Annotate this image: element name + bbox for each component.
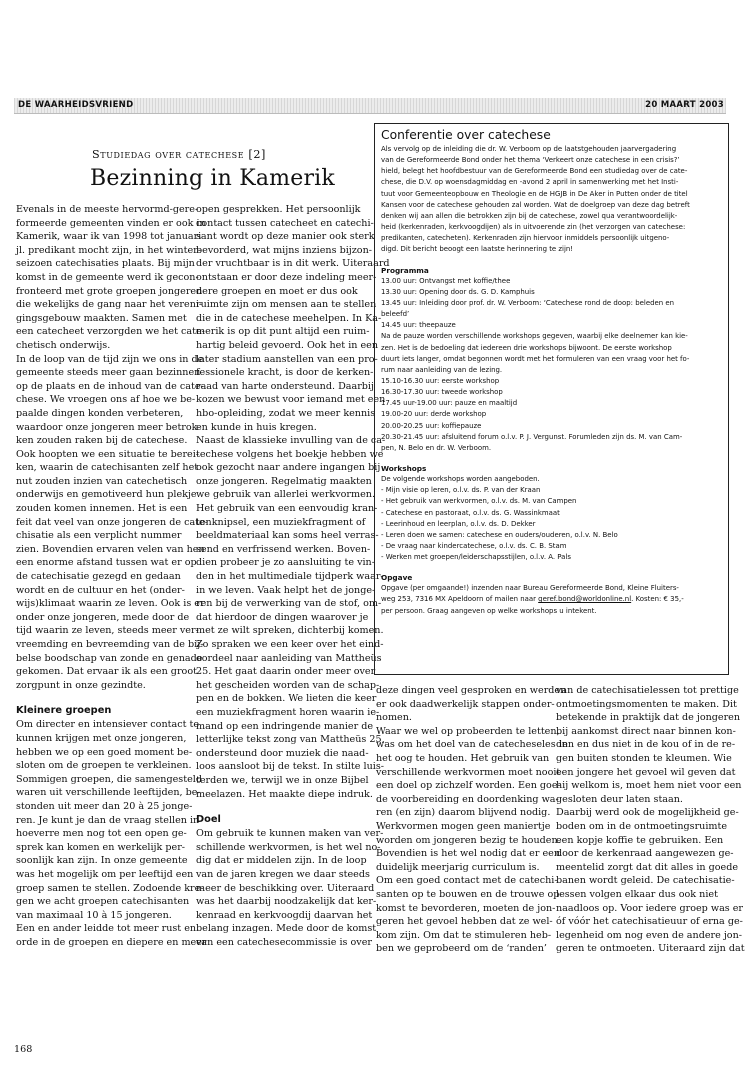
text-line: later stadium aanstellen van een pro- bbox=[196, 353, 378, 365]
workshop-item: - Werken met groepen/leiderschapsstijlen, o.l.v. A. Pals bbox=[381, 553, 571, 562]
sidebar-text-line: Kansen voor de catechese gehouden zal worden. Wat de doelgroep van deze dag betreft bbox=[381, 200, 690, 209]
sidebar-text-line: hield, belegt het hoofdbestuur van de Gereformeerde Bond een studiedag over de cate- bbox=[381, 167, 688, 176]
text-line: zouden komen innemen. Het is een bbox=[16, 503, 188, 515]
programma-item: duurt iets langer, omdat begonnen wordt met het formuleren van een vraag voor het fo- bbox=[381, 354, 690, 363]
text-line: kenraad en kerkvoogdij daarvan het bbox=[196, 909, 373, 921]
article-column-2 bbox=[196, 203, 390, 949]
publication-name: DE WAARHEIDSVRIEND bbox=[18, 100, 134, 110]
text-line: santen op te bouwen en de trouwe op- bbox=[376, 888, 563, 900]
issue-date: 20 MAART 2003 bbox=[645, 100, 724, 110]
text-line: sprek kan komen en werkelijk per- bbox=[16, 841, 186, 853]
sidebar-text-line: digd. Dit bericht beoogt een laatste herinnering te zijn! bbox=[381, 245, 574, 254]
text-line: hbo-opleiding, zodat we meer kennis bbox=[196, 407, 376, 419]
programma-list bbox=[381, 276, 722, 455]
opgave-heading: Opgave bbox=[381, 573, 413, 583]
text-line: Om gebruik te kunnen maken van ver- bbox=[196, 828, 384, 840]
text-line: stonden uit meer dan 20 à 25 jonge- bbox=[16, 800, 193, 812]
programma-item: 13.00 uur: Ontvangst met koffie/thee bbox=[381, 276, 511, 285]
sidebar-text-line: chese, die D.V. op woensdagmiddag en -avond 2 april in samenwerking met het Insti- bbox=[381, 178, 679, 187]
text-line: open gesprekken. Het persoonlijk bbox=[196, 204, 361, 215]
text-line: Kamerik, waar ik van 1998 tot januari bbox=[16, 231, 202, 243]
text-line: ren (en zijn) daarom blijvend nodig. bbox=[376, 807, 551, 819]
text-line: zorgpunt in onze gezindte. bbox=[16, 679, 146, 691]
text-line: vreemding en bevreemding van de bij- bbox=[16, 639, 204, 650]
text-line: van de jaren kregen we daar steeds bbox=[196, 868, 370, 880]
text-line: 25. Het gaat daarin onder meer over bbox=[196, 666, 376, 678]
text-line: geren het gevoel hebben dat ze wel- bbox=[376, 916, 553, 928]
programma-item: zen. Het is de bedoeling dat iedereen drie workshops bijwoont. De eerste workshop bbox=[381, 343, 672, 352]
text-line: naadloos op. Voor iedere groep was er bbox=[556, 902, 744, 914]
text-line: ondersteund door muziek die naad- bbox=[196, 747, 369, 759]
text-line: den en dus niet in de kou of in de re- bbox=[556, 739, 736, 751]
programma-item: 17.45 uur-19.00 uur: pauze en maaltijd bbox=[381, 399, 518, 408]
text-line: duidelijk meerjarig curriculum is. bbox=[376, 861, 540, 873]
text-line: nomen. bbox=[376, 712, 412, 724]
col1b-text bbox=[16, 718, 207, 949]
opgave-line-1: Opgave (per omgaande!) inzenden naar Bureau Gereformeerde Bond, Kleine Fluiters- bbox=[381, 584, 679, 593]
text-line: ontmoetingsmomenten te maken. Dit bbox=[556, 698, 737, 710]
text-line: den in het multimediale tijdperk waar- bbox=[196, 571, 384, 583]
text-line: chese. We vroegen ons af hoe we be- bbox=[16, 394, 196, 406]
text-line: van een catechesecommissie is over bbox=[196, 936, 372, 948]
text-line: dig dat er middelen zijn. In de loop bbox=[196, 855, 367, 867]
text-line: van de catechisatielessen tot prettige bbox=[556, 685, 739, 696]
text-line: der vruchtbaar is in dit werk. Uiteraard bbox=[196, 258, 390, 270]
text-line: waardoor onze jongeren meer betrok- bbox=[16, 421, 201, 433]
text-line: lessen volgen elkaar dus ook niet bbox=[556, 888, 718, 900]
text-line: groep samen te stellen. Zodoende kre- bbox=[16, 882, 204, 894]
text-line: orde in de groepen en diepere en meer bbox=[16, 936, 207, 948]
programma-item: 13.30 uur: Opening door ds. G. D. Kamphuis bbox=[381, 287, 535, 296]
text-line: onder onze jongeren, mede door de bbox=[16, 611, 190, 623]
programma-item: 19.00-20 uur: derde workshop bbox=[381, 410, 487, 419]
text-line: dat hierdoor de dingen waarover je bbox=[196, 611, 369, 623]
text-line: betekende in praktijk dat de jongeren bbox=[556, 712, 741, 724]
workshop-item: De volgende workshops worden aangeboden. bbox=[381, 475, 540, 484]
text-line: een enorme afstand tussen wat er op bbox=[16, 557, 197, 569]
text-line: onze jongeren. Regelmatig maakten bbox=[196, 475, 372, 487]
text-line: door de kerkenraad aangewezen ge- bbox=[556, 848, 734, 860]
text-line: die in de catechese meehelpen. In Ka- bbox=[196, 312, 382, 324]
programma-heading: Programma bbox=[381, 265, 429, 275]
text-line: fronteerd met grote groepen jongeren bbox=[16, 285, 203, 297]
text-line: In de loop van de tijd zijn we ons in de bbox=[16, 353, 204, 365]
workshop-item: - Catechese en pastoraat, o.l.v. ds. G. Wassinkmaat bbox=[381, 508, 560, 517]
conference-sidebar bbox=[374, 123, 729, 675]
text-line: hij welkom is, moet hem niet voor een bbox=[556, 780, 742, 792]
opgave-address: weg 253, 7316 MX Apeldoorn of mailen naar bbox=[381, 595, 539, 604]
text-line: een doel op zichzelf worden. Een goe- bbox=[376, 780, 561, 792]
text-line: óf vóór het catechisatieuur of erna ge- bbox=[556, 916, 743, 928]
text-line: kozen we bewust voor iemand met een bbox=[196, 394, 386, 406]
text-line: hartig beleid gevoerd. Ook het in een bbox=[196, 339, 379, 351]
text-line: komst te bevorderen, moeten de jon- bbox=[376, 902, 556, 914]
text-line: nut zouden inzien van catechetisch bbox=[16, 475, 188, 487]
col2b-text bbox=[196, 827, 384, 949]
text-line: wordt en de cultuur en het (onder- bbox=[16, 584, 185, 596]
text-line: Naast de klassieke invulling van de ca- bbox=[196, 435, 386, 447]
text-line: seizoen catechisaties plaats. Bij mijn bbox=[16, 258, 195, 270]
text-line: op de plaats en de inhoud van de cate- bbox=[16, 380, 204, 392]
text-line: gen buiten stonden te kleumen. Wie bbox=[556, 752, 732, 764]
text-line: letterlijke tekst zong van Mattheüs 25, bbox=[196, 734, 385, 746]
text-line: het gescheiden worden van de schap- bbox=[196, 679, 380, 691]
text-line: ruimte zijn om mensen aan te stellen bbox=[196, 299, 377, 311]
text-line: waren uit verschillende leeftijden, be- bbox=[16, 787, 201, 799]
workshop-item: - Leren doen we samen: catechese en ouders/ouderen, o.l.v. N. Belo bbox=[381, 530, 618, 539]
text-line: er ook daadwerkelijk stappen onder- bbox=[376, 698, 555, 710]
text-line: sloten om de groepen te verkleinen. bbox=[16, 760, 192, 772]
programma-item: pen, N. Belo en dr. W. Verboom. bbox=[381, 443, 492, 452]
text-line: was het mogelijk om per leeftijd een bbox=[16, 868, 194, 880]
opgave-line-3: per persoon. Graag aangeven op welke workshops u intekent. bbox=[381, 606, 597, 615]
text-line: geren te ontmoeten. Uiteraard zijn dat bbox=[556, 943, 745, 955]
text-line: soonlijk kan zijn. In onze gemeente bbox=[16, 855, 188, 867]
text-line: zien. Bovendien ervaren velen van hen bbox=[16, 543, 205, 555]
text-line: tijd waarin ze leven, steeds meer ver- bbox=[16, 625, 199, 637]
article-title: Bezinning in Kamerik bbox=[90, 166, 335, 191]
text-line: deze dingen veel gesproken en werden bbox=[376, 685, 567, 696]
text-line: send en verfrissend werken. Boven- bbox=[196, 543, 371, 555]
text-line: Ook hoopten we een situatie te berei- bbox=[16, 448, 200, 460]
sidebar-text-line: predikanten, catecheten). Kerkenraden zijn hiervoor inmiddels persoonlijk uitgeno- bbox=[381, 234, 670, 243]
col1-text bbox=[16, 203, 208, 692]
text-line: ook gezocht naar andere ingangen bij bbox=[196, 462, 381, 474]
workshop-item: - Het gebruik van werkvormen, o.l.v. ds. M. van Campen bbox=[381, 497, 577, 506]
text-line: ren. Je kunt je dan de vraag stellen in bbox=[16, 814, 200, 826]
text-line: chetisch onderwijs. bbox=[16, 339, 111, 351]
text-line: gemeente steeds meer gaan bezinnen bbox=[16, 367, 201, 379]
col2-text bbox=[196, 203, 390, 801]
text-line: was het daarbij noodzakelijk dat ker- bbox=[196, 896, 377, 908]
article-column-4 bbox=[556, 684, 745, 956]
text-line: pen en de bokken. We lieten die keer bbox=[196, 693, 377, 705]
text-line: legenheid om nog even de andere jon- bbox=[556, 929, 743, 941]
programma-item: Na de pauze worden verschillende workshops gegeven, waarbij elke deelnemer kan kie- bbox=[381, 332, 688, 341]
text-line: we gebruik van allerlei werkvormen. bbox=[196, 489, 376, 501]
text-line: raad van harte ondersteund. Daarbij bbox=[196, 380, 374, 392]
text-line: ontstaan er door deze indeling meer- bbox=[196, 271, 377, 283]
opgave-line-2 bbox=[381, 594, 722, 605]
text-line: wijs)klimaat waarin ze leven. Ook is er bbox=[16, 598, 205, 610]
text-line: gingsgebouw maakten. Samen met bbox=[16, 312, 187, 324]
text-line: Daarbij werd ook de mogelijkheid ge- bbox=[556, 807, 739, 819]
text-line: beeldmateriaal kan soms heel verras- bbox=[196, 530, 379, 542]
article-column-1 bbox=[16, 203, 208, 949]
text-line: was om het doel van de catecheseles in bbox=[376, 739, 568, 751]
sidebar-text-line: Als vervolg op de inleiding die dr. W. Verboom op de laatstgehouden jaarvergadering bbox=[381, 145, 677, 153]
text-line: een catecheet verzorgden we het cate- bbox=[16, 326, 205, 338]
text-line: een jongere het gevoel wil geven dat bbox=[556, 766, 736, 778]
text-line: loos aansloot bij de tekst. In stilte luis- bbox=[196, 761, 384, 773]
text-line: Om een goed contact met de catechi- bbox=[376, 875, 558, 887]
workshop-item: - Mijn visie op leren, o.l.v. ds. P. van der Kraan bbox=[381, 486, 541, 495]
text-line: hoeverre men nog tot een open ge- bbox=[16, 828, 187, 840]
page-number: 168 bbox=[14, 1044, 33, 1055]
text-line: fessionele kracht, is door de kerken- bbox=[196, 367, 374, 379]
text-line: meer de beschikking over. Uiteraard bbox=[196, 882, 375, 894]
text-line: Evenals in de meeste hervormd-gere- bbox=[16, 204, 199, 215]
programma-item: 16.30-17.30 uur: tweede workshop bbox=[381, 388, 503, 397]
text-line: bevorderd, wat mijns inziens bijzon- bbox=[196, 244, 373, 256]
programma-item: 13.45 uur: Inleiding door prof. dr. W. Verboom: ‘Catechese rond de doop: beleden en bbox=[381, 298, 675, 307]
workshop-item: - De vraag naar kindercatechese, o.l.v. ds. C. B. Stam bbox=[381, 542, 567, 550]
text-line: kunnen krijgen met onze jongeren, bbox=[16, 732, 187, 744]
text-line: een kopje koffie te gebruiken. Een bbox=[556, 834, 724, 846]
text-line: dere groepen en moet er dus ook bbox=[196, 285, 358, 297]
text-line: Een en ander leidde tot meer rust en bbox=[16, 923, 197, 935]
sidebar-text-line: heid (kerkenraden, kerkvoogdijen) als in uitvoerende zin (het verzorgen van catechese: bbox=[381, 223, 686, 232]
text-line: de voorbereiding en doordenking wa- bbox=[376, 793, 559, 805]
programma-item: 15.10-16.30 uur: eerste workshop bbox=[381, 376, 500, 385]
text-line: bij aankomst direct naar binnen kon- bbox=[556, 725, 736, 737]
article-kicker: Studiedag over catechese [2] bbox=[92, 148, 267, 161]
text-line: ken zouden raken bij de catechese. bbox=[16, 435, 188, 447]
text-line: paalde dingen konden verbeteren, bbox=[16, 407, 184, 419]
col3-text bbox=[376, 684, 568, 956]
text-line: met ze wilt spreken, dichterbij komen. bbox=[196, 625, 384, 637]
text-line: Werkvormen mogen geen maniertje bbox=[376, 820, 551, 832]
section-heading-kleinere-groepen: Kleinere groepen bbox=[16, 705, 112, 717]
sidebar-title: Conferentie over catechese bbox=[381, 128, 551, 142]
text-line: terden we, terwijl we in onze Bijbel bbox=[196, 774, 369, 786]
text-line: die wekelijks de gang naar het vereni- bbox=[16, 299, 203, 311]
article-column-3 bbox=[376, 684, 568, 956]
opgave-email-link[interactable]: geref.bond@worldonline.nl bbox=[538, 595, 632, 604]
section-heading-doel: Doel bbox=[196, 814, 221, 826]
text-line: belang inzagen. Mede door de komst bbox=[196, 923, 377, 935]
text-line: Waar we wel op probeerden te letten, bbox=[376, 725, 560, 737]
col4-text bbox=[556, 684, 745, 956]
text-line: dien probeer je zo aansluiting te vin- bbox=[196, 557, 375, 569]
sidebar-intro bbox=[381, 144, 722, 256]
programma-item: beleefd’ bbox=[381, 310, 410, 319]
text-line: hebben we op een goed moment be- bbox=[16, 746, 193, 758]
text-line: en kunde in huis kregen. bbox=[196, 421, 317, 433]
text-line: komst in de gemeente werd ik gecon- bbox=[16, 271, 199, 283]
programma-item: rum naar aanleiding van de lezing. bbox=[381, 365, 503, 374]
text-line: Bovendien is het wel nodig dat er een bbox=[376, 848, 560, 860]
text-line: belse boodschap van zonde en genade bbox=[16, 652, 203, 664]
opgave-costs: . Kosten: € 35,- bbox=[631, 595, 684, 604]
text-line: ben we geprobeerd om de ‘randen’ bbox=[376, 943, 547, 955]
programma-item: 20.30-21.45 uur: afsluitend forum o.l.v. P. J. Vergunst. Forumleden zijn ds. M. van Cam- bbox=[381, 432, 683, 441]
text-line: Zo spraken we een keer over het eind- bbox=[196, 639, 384, 650]
text-line: Het gebruik van een eenvoudig kran- bbox=[196, 503, 378, 515]
text-line: verschillende werkvormen moet nooit bbox=[376, 766, 561, 778]
programma-item: 20.00-20.25 uur: koffiepauze bbox=[381, 421, 482, 430]
text-line: sant wordt op deze manier ook sterk bbox=[196, 231, 375, 243]
text-line: schillende werkvormen, is het wel no- bbox=[196, 841, 381, 853]
text-line: merik is op dit punt altijd een ruim- bbox=[196, 326, 370, 338]
text-line: kom zijn. Om dat te stimuleren heb- bbox=[376, 929, 552, 941]
text-line: in we leven. Vaak helpt het de jonge- bbox=[196, 584, 376, 596]
text-line: van maximaal 10 à 15 jongeren. bbox=[16, 909, 172, 921]
text-line: jl. predikant mocht zijn, in het winter- bbox=[16, 244, 201, 256]
text-line: Om directer en intensiever contact te bbox=[16, 719, 200, 731]
text-line: tenknipsel, een muziekfragment of bbox=[196, 516, 366, 528]
text-line: onderwijs en gemotiveerd hun plekje bbox=[16, 489, 197, 501]
text-line: een muziekfragment horen waarin ie- bbox=[196, 706, 380, 718]
text-line: ken, waarin de catechisanten zelf het bbox=[16, 462, 199, 474]
text-line: feit dat veel van onze jongeren de cate- bbox=[16, 516, 208, 528]
sidebar-text-line: tuut voor Gemeenteopbouw en Theologie en de HGJB in De Aker in Putten onder de titel bbox=[381, 189, 688, 198]
text-line: contact tussen catecheet en catechi- bbox=[196, 217, 374, 229]
text-line: de catechisatie gezegd en gedaan bbox=[16, 571, 181, 583]
sidebar-text-line: denken wij aan allen die betrokken zijn bij de catechese, zowel qua verantwoordelijk- bbox=[381, 211, 678, 220]
text-line: gesloten deur laten staan. bbox=[556, 793, 683, 805]
text-line: worden om jongeren bezig te houden. bbox=[376, 834, 561, 846]
text-line: gekomen. Dat ervaar ik als een groot bbox=[16, 666, 197, 678]
text-line: techese volgens het boekje hebben we bbox=[196, 448, 384, 460]
text-line: chisatie als een verplicht nummer bbox=[16, 530, 182, 542]
text-line: formeerde gemeenten vinden er ook in bbox=[16, 217, 206, 229]
workshops-list bbox=[381, 474, 722, 563]
text-line: meentelid zorgt dat dit alles in goede bbox=[556, 861, 739, 873]
text-line: Sommigen groepen, die samengesteld bbox=[16, 773, 202, 785]
text-line: meelazen. Het maakte diepe indruk. bbox=[196, 788, 373, 800]
text-line: ren bij de verwerking van de stof, om- bbox=[196, 598, 382, 610]
sidebar-text-line: van de Gereformeerde Bond onder het thema ‘Verkeert onze catechese in een crisis?’ bbox=[381, 156, 680, 165]
text-line: boden om in de ontmoetingsruimte bbox=[556, 820, 728, 832]
text-line: mand op een indringende manier de bbox=[196, 720, 374, 732]
text-line: oordeel naar aanleiding van Mattheüs bbox=[196, 652, 382, 664]
programma-item: 14.45 uur: theepauze bbox=[381, 321, 456, 330]
workshops-heading: Workshops bbox=[381, 464, 427, 474]
text-line: gen we acht groepen catechisanten bbox=[16, 896, 190, 908]
text-line: het oog te houden. Het gebruik van bbox=[376, 752, 550, 764]
workshop-item: - Leerinhoud en leerplan, o.l.v. ds. D. Dekker bbox=[381, 519, 536, 528]
text-line: banen wordt geleid. De catechisatie- bbox=[556, 875, 735, 887]
